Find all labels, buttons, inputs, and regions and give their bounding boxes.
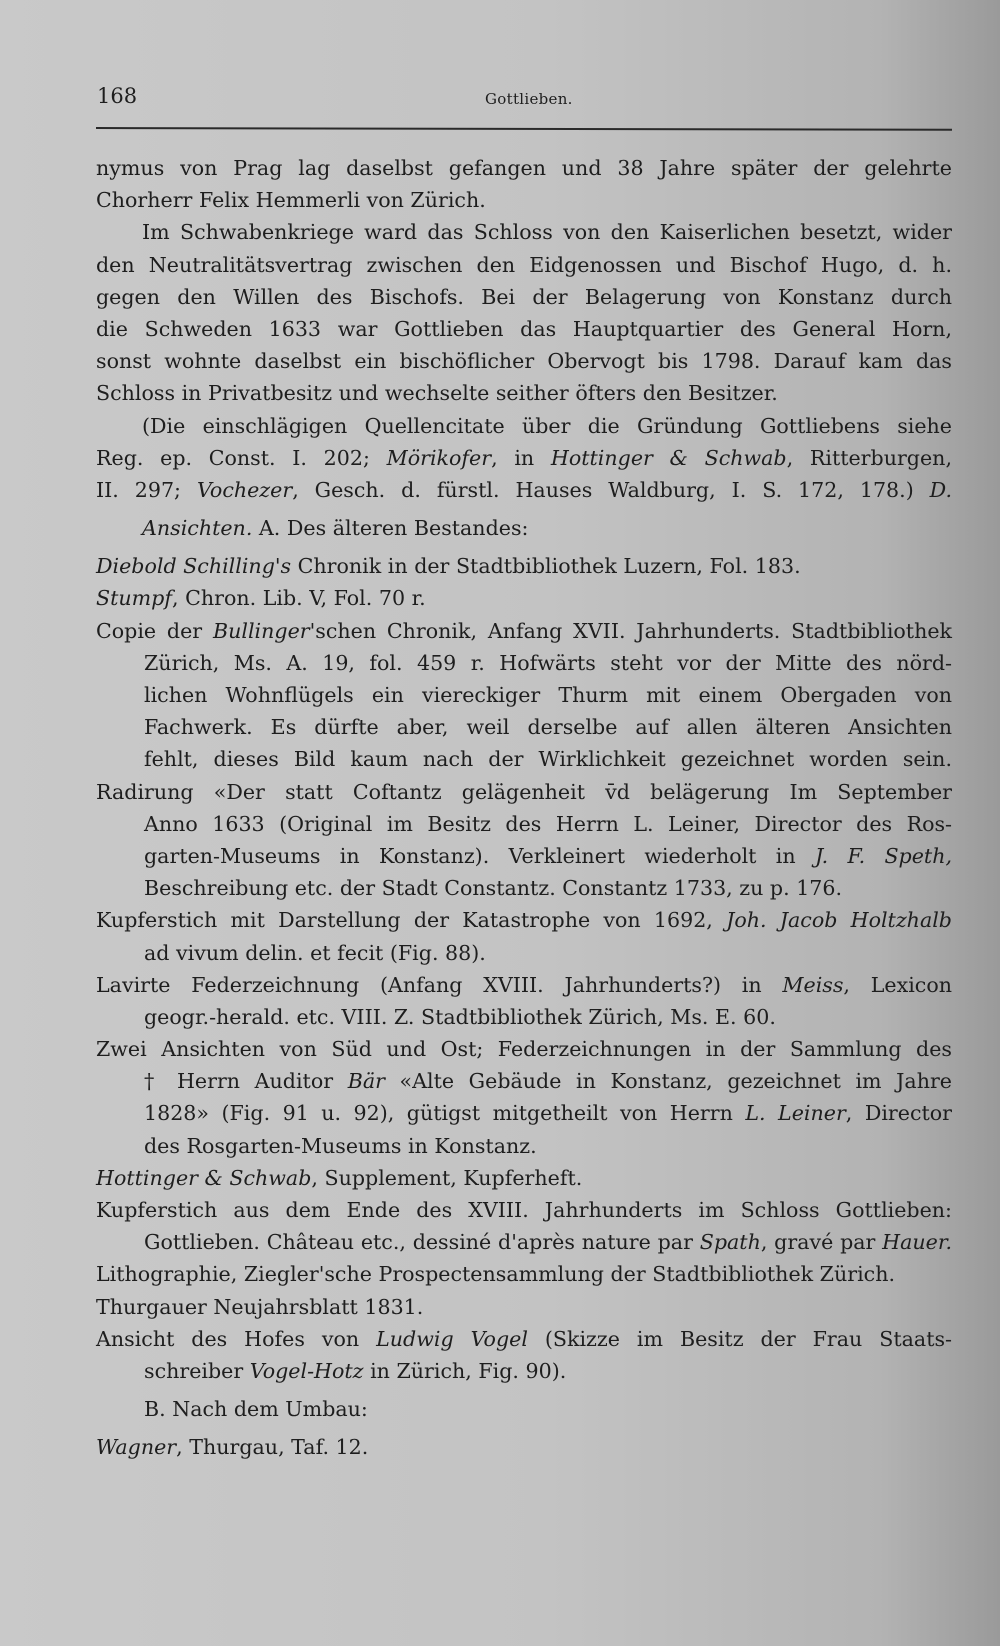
text-line: Wagner, Thurgau, Taf. 12. (96, 1435, 369, 1460)
text-line: Reg. ep. Const. I. 202; Mörikofer, in Hottinger & Schwab, Ritterburgen, (96, 445, 952, 470)
text-line: Kupferstich mit Darstellung der Katastrophe von 1692, Joh. Jacob Holtzhalb (96, 908, 952, 933)
text-line: den Neutralitätsvertrag zwischen den Eidgenossen und Bischof Hugo, d. h. (96, 252, 952, 277)
text-line: Lithographie, Ziegler'sche Prospectensammlung der Stadtbibliothek Zürich. (96, 1262, 896, 1287)
text-line: Kupferstich aus dem Ende des XVIII. Jahrhunderts im Schloss Gottlieben: (96, 1198, 952, 1222)
page-number: 168 (97, 84, 138, 108)
list-item (96, 1323, 952, 1387)
author-name: Hottinger & Schwab (550, 445, 787, 470)
list-item (96, 1194, 952, 1258)
body-text (96, 152, 952, 1464)
list-item (96, 550, 952, 582)
text-line: des Rosgarten-Museums in Konstanz. (144, 1133, 537, 1158)
text-line: sonst wohnte daselbst ein bischöflicher Obervogt bis 1798. Darauf kam das (96, 349, 952, 374)
list-item (96, 1431, 952, 1463)
text-line: fehlt, dieses Bild kaum nach der Wirklichkeit gezeichnet worden sein. (144, 747, 952, 772)
list-item (96, 1033, 952, 1162)
list-item (96, 969, 952, 1033)
text-line: geogr.-herald. etc. VIII. Z. Stadtbibliothek Zürich, Ms. E. 60. (144, 1004, 776, 1029)
text-line: Beschreibung etc. der Stadt Constantz. Constantz 1733, zu p. 176. (144, 876, 843, 901)
section-heading-a: Ansichten. A. Des älteren Bestandes: (142, 516, 529, 541)
text-line: Im Schwabenkriege ward das Schloss von den Kaiserlichen besetzt, wider (142, 220, 952, 245)
text-line: lichen Wohnflügels ein viereckiger Thurm mit einem Obergaden von (144, 683, 952, 707)
paragraph-2 (96, 216, 952, 409)
text-line: 1828» (Fig. 91 u. 92), gütigst mitgetheilt von Herrn L. Leiner, Director (144, 1101, 952, 1126)
list-item (96, 1291, 952, 1323)
list-item (96, 904, 952, 968)
list-item (96, 1162, 952, 1194)
text-line: Zürich, Ms. A. 19, fol. 459 r. Hofwärts steht vor der Mitte des nörd- (144, 650, 952, 675)
text-line: Lavirte Federzeichnung (Anfang XVIII. Jahrhunderts?) in Meiss, Lexicon (96, 972, 952, 997)
page-header (0, 0, 1000, 130)
text-line: nymus von Prag lag daselbst gefangen und 38 Jahre später der gelehrte (96, 156, 952, 180)
text-line: ad vivum delin. et fecit (Fig. 88). (144, 940, 486, 965)
text-line: Gottlieben. Château etc., dessiné d'après nature par Spath, gravé par Hauer. (144, 1230, 952, 1255)
text-line: Chorherr Felix Hemmerli von Zürich. (96, 188, 486, 213)
author-name: Mörikofer (386, 445, 492, 470)
text-line: schreiber Vogel-Hotz in Zürich, Fig. 90). (144, 1358, 567, 1383)
list-item (96, 615, 952, 776)
text-line: Thurgauer Neujahrsblatt 1831. (96, 1294, 424, 1319)
list-item (96, 1258, 952, 1290)
text-line: Stumpf, Chron. Lib. V, Fol. 70 r. (96, 586, 426, 611)
text-line: garten-Museums in Konstanz). Verkleinert wiederholt in J. F. Speth, (144, 843, 953, 868)
running-title: Gottlieben. (485, 90, 573, 108)
text-line: Hottinger & Schwab, Supplement, Kupferheft. (96, 1165, 583, 1190)
list-item (96, 582, 952, 614)
header-rule (96, 127, 952, 131)
text-line: Ansicht des Hofes von Ludwig Vogel (Skizze im Besitz der Frau Staats- (96, 1326, 952, 1351)
text-line: † Herrn Auditor Bär «Alte Gebäude in Konstanz, gezeichnet im Jahre (144, 1069, 952, 1094)
list-item (96, 776, 952, 905)
paragraph-1 (96, 152, 952, 216)
text-line: Zwei Ansichten von Süd und Ost; Federzeichnungen in der Sammlung des (96, 1037, 952, 1062)
text-line: Anno 1633 (Original im Besitz des Herrn L. Leiner, Director des Ros- (144, 811, 952, 836)
paragraph-3-sources (96, 410, 952, 507)
text-line: II. 297; Vochezer, Gesch. d. fürstl. Hauses Waldburg, I. S. 172, 178.) D. (96, 477, 952, 502)
text-line: Schloss in Privatbesitz und wechselte seither öfters den Besitzer. (96, 381, 778, 406)
author-name: Vochezer (196, 477, 293, 502)
text-line: Radirung «Der statt Coftantz gelägenheit v̄d belägerung Im September (96, 779, 952, 804)
text-line: die Schweden 1633 war Gottlieben das Hauptquartier des General Horn, (96, 316, 952, 341)
text-line: Fachwerk. Es dürfte aber, weil derselbe auf allen älteren Ansichten (144, 715, 952, 740)
section-heading-b: B. Nach dem Umbau: (144, 1397, 368, 1422)
text-line: Diebold Schilling's Chronik in der Stadtbibliothek Luzern, Fol. 183. (96, 554, 801, 579)
text-line: (Die einschlägigen Quellencitate über die Gründung Gottliebens siehe (142, 413, 952, 438)
text-line: Copie der Bullinger'schen Chronik, Anfang XVII. Jahrhunderts. Stadtbibliothek (96, 618, 953, 643)
text-line: gegen den Willen des Bischofs. Bei der Belagerung von Konstanz durch (96, 284, 952, 309)
author-initial: D. (929, 477, 952, 502)
